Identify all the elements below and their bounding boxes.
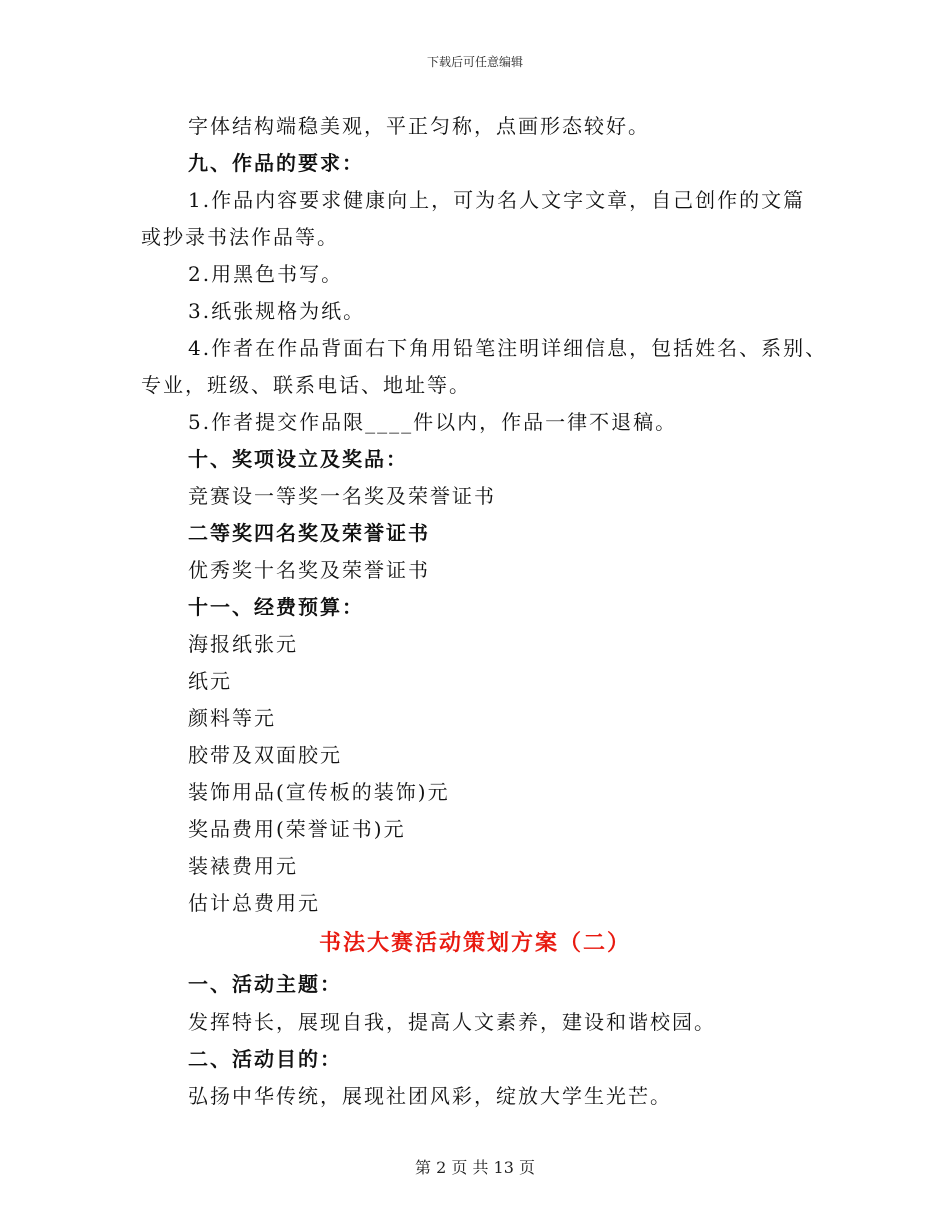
list-item: 3.纸张规格为纸。	[188, 299, 366, 323]
paragraph: 二等奖四名奖及荣誉证书	[188, 521, 430, 545]
section-heading-requirements: 九、作品的要求：	[188, 151, 364, 175]
budget-item: 颜料等元	[188, 706, 276, 730]
list-item: 4.作者在作品背面右下角用铅笔注明详细信息，包括姓名、系别、	[188, 336, 828, 360]
section-heading-awards: 十、奖项设立及奖品：	[188, 447, 408, 471]
budget-item: 装饰用品(宣传板的装饰)元	[188, 780, 450, 804]
list-item: 1.作品内容要求健康向上，可为名人文字文章，自己创作的文篇	[188, 188, 806, 212]
budget-item: 奖品费用(荣誉证书)元	[188, 817, 406, 841]
list-item-continuation: 专业，班级、联系电话、地址等。	[141, 373, 471, 397]
list-item: 2.用黑色书写。	[188, 262, 344, 286]
paragraph: 发挥特长，展现自我，提高人文素养，建设和谐校园。	[188, 1010, 716, 1034]
page-header: 下载后可任意编辑	[426, 55, 523, 69]
section-heading-purpose: 二、活动目的：	[188, 1047, 342, 1071]
document-title: 书法大赛活动策划方案（二）	[318, 930, 631, 956]
budget-item: 纸元	[188, 669, 232, 693]
section-heading-budget: 十一、经费预算：	[188, 595, 364, 619]
list-item-continuation: 或抄录书法作品等。	[141, 225, 339, 249]
budget-item: 海报纸张元	[188, 632, 298, 656]
paragraph: 字体结构端稳美观，平正匀称，点画形态较好。	[188, 114, 650, 138]
paragraph: 竞赛设一等奖一名奖及荣誉证书	[188, 484, 496, 508]
budget-item: 胶带及双面胶元	[188, 743, 342, 767]
paragraph: 弘扬中华传统，展现社团风彩，绽放大学生光芒。	[188, 1084, 672, 1108]
budget-item: 装裱费用元	[188, 854, 298, 878]
list-item: 5.作者提交作品限____件以内，作品一律不退稿。	[188, 410, 678, 434]
paragraph: 优秀奖十名奖及荣誉证书	[188, 558, 430, 582]
section-heading-theme: 一、活动主题：	[188, 972, 342, 996]
budget-item: 估计总费用元	[188, 891, 320, 915]
page-footer: 第 2 页 共 13 页	[415, 1158, 535, 1177]
